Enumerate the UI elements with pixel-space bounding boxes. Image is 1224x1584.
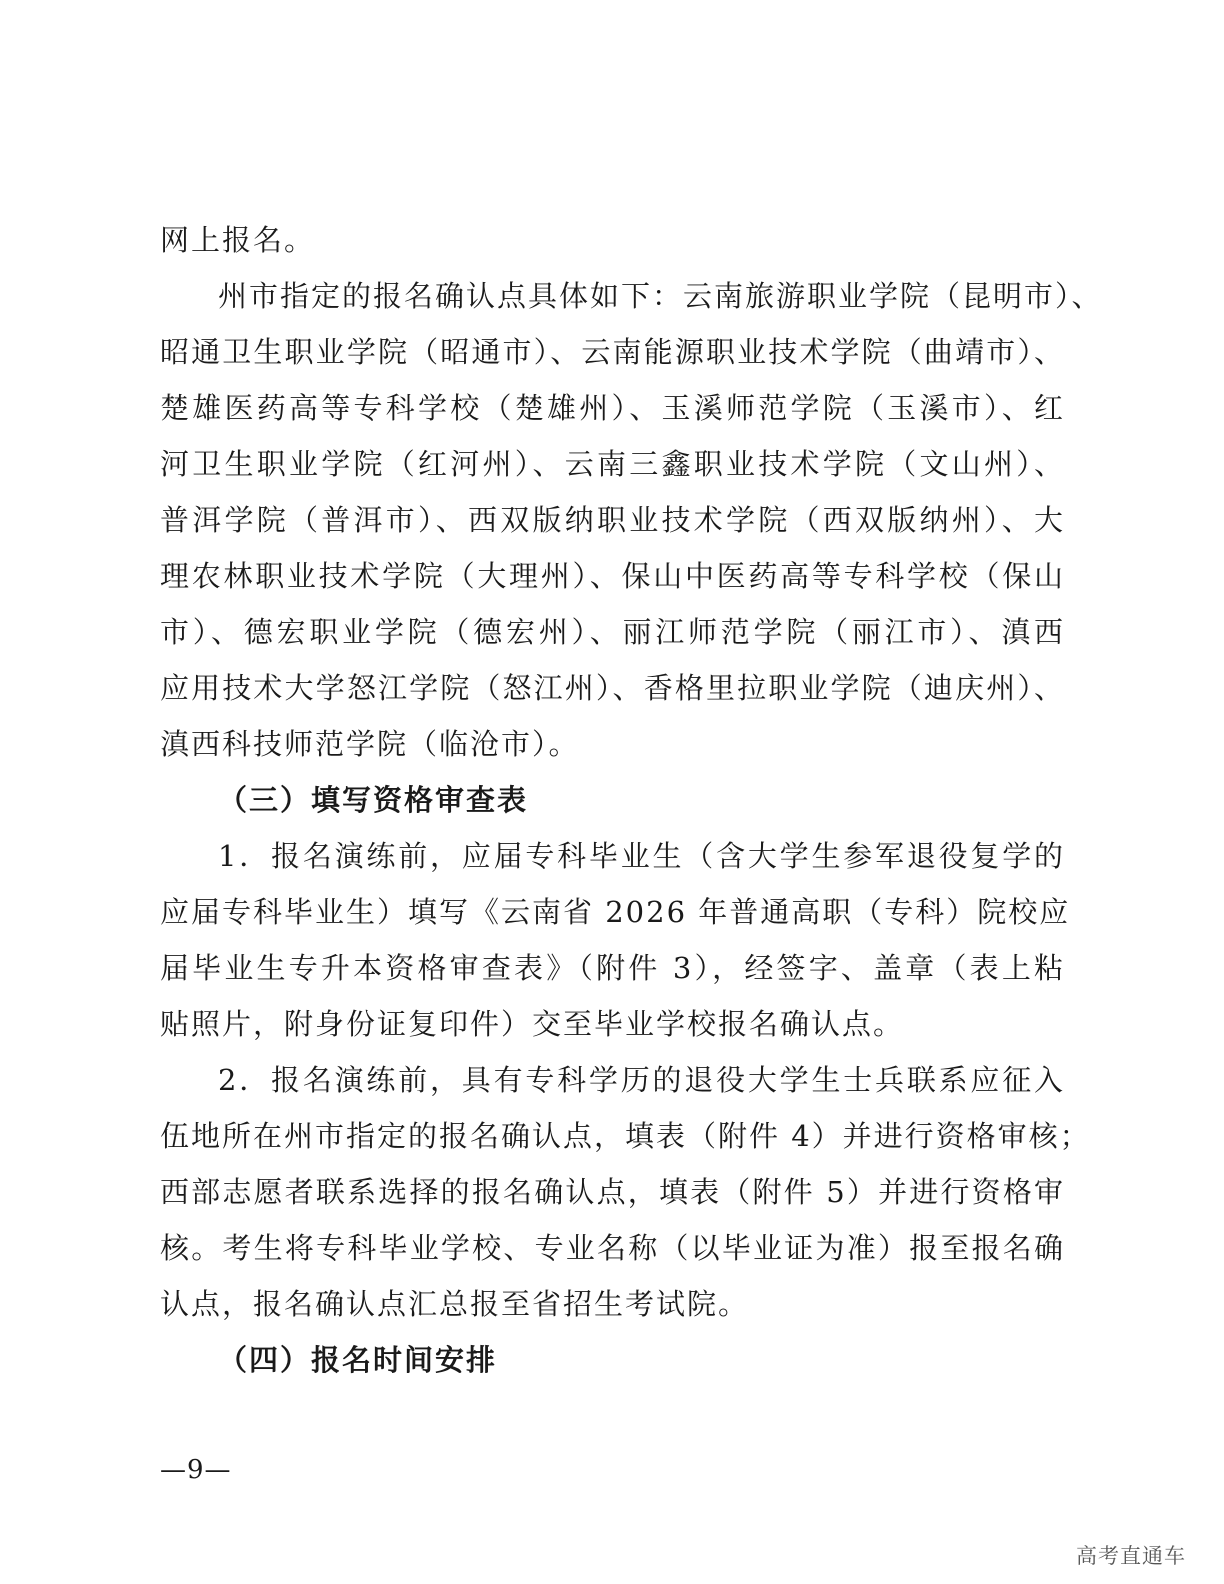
text-line: 昭通卫生职业学院（昭通市）、云南能源职业技术学院（曲靖市）、 <box>160 335 1065 369</box>
text-line: 市）、德宏职业学院（德宏州）、丽江师范学院（丽江市）、滇西 <box>160 615 1065 649</box>
section-heading: （四）报名时间安排 <box>218 1343 498 1377</box>
text-line: 楚雄医药高等专科学校（楚雄州）、玉溪师范学院（玉溪市）、红 <box>160 391 1065 425</box>
text-line: 理农林职业技术学院（大理州）、保山中医药高等专科学校（保山 <box>160 559 1065 593</box>
page-number: —9— <box>160 1455 232 1485</box>
text-line: 州市指定的报名确认点具体如下：云南旅游职业学院（昆明市）、 <box>218 279 1103 313</box>
watermark-text: 高考直通车 <box>1076 1544 1186 1568</box>
text-line: 西部志愿者联系选择的报名确认点，填表（附件 5）并进行资格审 <box>160 1175 1065 1209</box>
document-body <box>160 212 1103 1388</box>
text-line: 应届专科毕业生）填写《云南省 2026 年普通高职（专科）院校应 <box>160 895 1071 929</box>
text-line: 滇西科技师范学院（临沧市）。 <box>160 727 580 761</box>
text-line: 2．报名演练前，具有专科学历的退役大学生士兵联系应征入 <box>218 1063 1065 1097</box>
text-line: 应用技术大学怒江学院（怒江州）、香格里拉职业学院（迪庆州）、 <box>160 671 1065 705</box>
text-line: 伍地所在州市指定的报名确认点，填表（附件 4）并进行资格审核； <box>160 1119 1091 1153</box>
text-line: 贴照片，附身份证复印件）交至毕业学校报名确认点。 <box>160 1007 905 1041</box>
text-line: 普洱学院（普洱市）、西双版纳职业技术学院（西双版纳州）、大 <box>160 503 1065 537</box>
text-line: 1．报名演练前，应届专科毕业生（含大学生参军退役复学的 <box>218 839 1065 873</box>
text-line: 认点，报名确认点汇总报至省招生考试院。 <box>160 1287 750 1321</box>
text-line: 河卫生职业学院（红河州）、云南三鑫职业技术学院（文山州）、 <box>160 447 1065 481</box>
section-heading: （三）填写资格审查表 <box>218 783 529 817</box>
text-line: 核。考生将专科毕业学校、专业名称（以毕业证为准）报至报名确 <box>160 1231 1065 1265</box>
text-line: 网上报名。 <box>160 223 316 257</box>
text-line: 届毕业生专升本资格审查表》（附件 3），经签字、盖章（表上粘 <box>160 951 1065 985</box>
